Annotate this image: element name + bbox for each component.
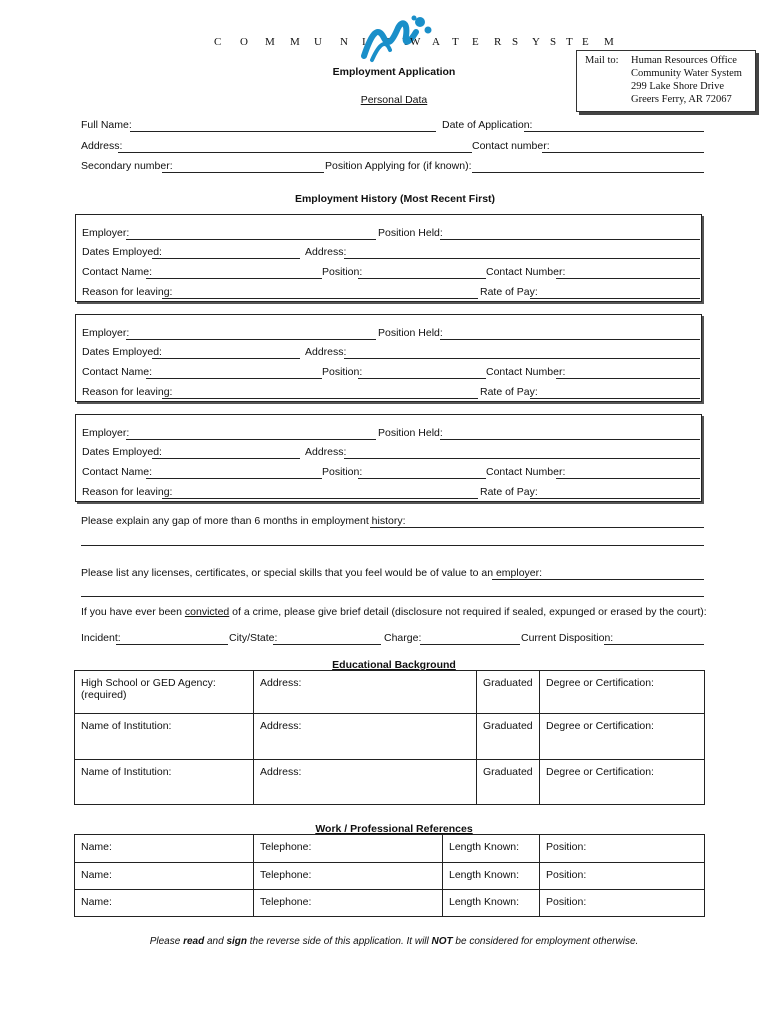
mail-to-label: Mail to: xyxy=(585,55,619,66)
footer-note xyxy=(94,936,694,947)
contact-position-field[interactable] xyxy=(358,278,486,279)
personal-data-heading: Personal Data xyxy=(360,94,428,106)
header-letter: M xyxy=(265,36,276,48)
header-letter: T xyxy=(566,36,574,48)
employer-field[interactable] xyxy=(126,339,376,340)
education-table xyxy=(74,670,705,805)
graduated-cell[interactable]: Graduated xyxy=(477,671,540,714)
header-letter: S xyxy=(550,36,558,48)
header-letter: C xyxy=(214,36,223,48)
footer-emphasis: read xyxy=(183,936,205,947)
current-disposition-field[interactable] xyxy=(604,644,704,645)
contact-position-label: Position: xyxy=(322,466,363,478)
reference-telephone-cell[interactable]: Telephone: xyxy=(254,835,443,863)
contact-name-field[interactable] xyxy=(146,478,322,479)
city-state-label: City/State: xyxy=(229,632,278,644)
header-letter: I xyxy=(362,36,367,48)
header-letter: R xyxy=(494,36,503,48)
dates-employed-label: Dates Employed: xyxy=(82,446,162,458)
mail-line: Community Water System xyxy=(631,68,742,79)
contact-number-label: Contact number: xyxy=(472,140,550,152)
employer-address-label: Address: xyxy=(305,246,347,258)
rate-of-pay-label: Rate of Pay: xyxy=(480,286,538,298)
reference-name-cell[interactable]: Name: xyxy=(75,890,254,917)
conviction-text: of a crime, please give brief detail (disclosure not required if sealed, expunged or erased by the court): xyxy=(229,606,707,618)
reason-leaving-label: Reason for leaving: xyxy=(82,386,173,398)
secondary-number-label: Secondary number: xyxy=(81,160,173,172)
employment-block xyxy=(75,314,702,402)
table-row xyxy=(75,863,705,890)
header-letter: M xyxy=(604,36,615,48)
employer-field[interactable] xyxy=(126,439,376,440)
table-row xyxy=(75,835,705,863)
reference-name-cell[interactable]: Name: xyxy=(75,835,254,863)
employer-label: Employer: xyxy=(82,427,130,439)
page-title: Employment Application xyxy=(332,66,456,78)
references-heading: Work / Professional References xyxy=(315,823,473,835)
secondary-number-field[interactable] xyxy=(162,172,324,173)
position-applying-field[interactable] xyxy=(472,172,704,173)
employment-block xyxy=(75,414,702,502)
mail-line: 299 Lake Shore Drive xyxy=(631,81,725,92)
rate-of-pay-field[interactable] xyxy=(530,498,700,499)
contact-number-label: Contact Number: xyxy=(486,366,566,378)
employer-address-field[interactable] xyxy=(344,258,700,259)
date-of-application-field[interactable] xyxy=(524,131,704,132)
contact-position-field[interactable] xyxy=(358,478,486,479)
contact-number-label: Contact Number: xyxy=(486,266,566,278)
employment-gap-label: Please explain any gap of more than 6 months in employment history: xyxy=(81,515,406,527)
employer-address-label: Address: xyxy=(305,446,347,458)
reason-leaving-label: Reason for leaving: xyxy=(82,286,173,298)
mail-to-box xyxy=(576,50,756,112)
contact-position-label: Position: xyxy=(322,366,363,378)
table-row xyxy=(75,890,705,917)
header-letter: W xyxy=(410,36,422,48)
position-held-field[interactable] xyxy=(440,339,700,340)
position-held-field[interactable] xyxy=(440,439,700,440)
education-heading: Educational Background xyxy=(332,659,456,671)
header-letter: N xyxy=(340,36,349,48)
footer-text: be considered for employment otherwise. xyxy=(452,936,639,947)
institution-cell[interactable]: Name of Institution: xyxy=(75,760,254,805)
contact-number-label: Contact Number: xyxy=(486,466,566,478)
address-cell[interactable]: Address: xyxy=(254,760,477,805)
contact-name-label: Contact Name: xyxy=(82,266,153,278)
reason-leaving-label: Reason for leaving: xyxy=(82,486,173,498)
reference-position-cell[interactable]: Position: xyxy=(540,863,705,890)
dates-employed-label: Dates Employed: xyxy=(82,246,162,258)
reference-position-cell[interactable]: Position: xyxy=(540,890,705,917)
contact-name-field[interactable] xyxy=(146,378,322,379)
reference-length-cell[interactable]: Length Known: xyxy=(443,890,540,917)
reason-leaving-field[interactable] xyxy=(162,398,478,399)
table-row xyxy=(75,671,705,714)
rate-of-pay-label: Rate of Pay: xyxy=(480,386,538,398)
conviction-question xyxy=(81,606,707,618)
reference-telephone-cell[interactable]: Telephone: xyxy=(254,863,443,890)
reference-position-cell[interactable]: Position: xyxy=(540,835,705,863)
address-field[interactable] xyxy=(118,152,472,153)
contact-name-label: Contact Name: xyxy=(82,466,153,478)
footer-emphasis: sign xyxy=(226,936,247,947)
footer-text: the reverse side of this application. It will xyxy=(247,936,432,947)
mail-line: Human Resources Office xyxy=(631,55,737,66)
contact-position-label: Position: xyxy=(322,266,363,278)
header-letter: T xyxy=(452,36,460,48)
address-cell[interactable]: Address: xyxy=(254,671,477,714)
table-row xyxy=(75,714,705,760)
full-name-label: Full Name: xyxy=(81,119,132,131)
charge-field[interactable] xyxy=(420,644,520,645)
employment-block xyxy=(75,214,702,302)
position-held-label: Position Held: xyxy=(378,327,443,339)
employer-address-field[interactable] xyxy=(344,458,700,459)
employment-history-heading: Employment History (Most Recent First) xyxy=(294,193,496,205)
institution-cell[interactable]: Name of Institution: xyxy=(75,714,254,760)
position-applying-label: Position Applying for (if known): xyxy=(325,160,472,172)
header-letter: O xyxy=(240,36,249,48)
position-held-label: Position Held: xyxy=(378,227,443,239)
header-letter: E xyxy=(582,36,590,48)
date-of-application-label: Date of Application: xyxy=(442,119,533,131)
header-letter: M xyxy=(290,36,301,48)
contact-name-field[interactable] xyxy=(146,278,322,279)
footer-emphasis: NOT xyxy=(431,936,453,947)
rate-of-pay-field[interactable] xyxy=(530,298,700,299)
contact-number-field[interactable] xyxy=(542,152,704,153)
reference-name-cell[interactable]: Name: xyxy=(75,863,254,890)
employer-label: Employer: xyxy=(82,227,130,239)
reference-length-cell[interactable]: Length Known: xyxy=(443,863,540,890)
employer-contact-number-field[interactable] xyxy=(556,478,700,479)
header-letter: T xyxy=(383,36,391,48)
rate-of-pay-field[interactable] xyxy=(530,398,700,399)
footer-text: and xyxy=(204,936,227,947)
position-held-label: Position Held: xyxy=(378,427,443,439)
degree-cell[interactable]: Degree or Certification: xyxy=(540,671,705,714)
reason-leaving-field[interactable] xyxy=(162,498,478,499)
address-cell[interactable]: Address: xyxy=(254,714,477,760)
city-state-field[interactable] xyxy=(273,644,381,645)
incident-label: Incident: xyxy=(81,632,121,644)
employment-gap-field-line2[interactable] xyxy=(81,545,704,546)
address-label: Address: xyxy=(81,140,123,152)
table-row xyxy=(75,760,705,805)
header-letter: Y xyxy=(532,36,541,48)
header-letter: S xyxy=(512,36,520,48)
current-disposition-label: Current Disposition: xyxy=(521,632,614,644)
water-drop-logo-icon xyxy=(358,12,442,64)
full-name-field[interactable] xyxy=(130,131,436,132)
employer-field[interactable] xyxy=(126,239,376,240)
degree-cell[interactable]: Degree or Certification: xyxy=(540,714,705,760)
degree-cell[interactable]: Degree or Certification: xyxy=(540,760,705,805)
position-held-field[interactable] xyxy=(440,239,700,240)
dates-employed-field[interactable] xyxy=(152,258,300,259)
dates-employed-label: Dates Employed: xyxy=(82,346,162,358)
employer-contact-number-field[interactable] xyxy=(556,378,700,379)
licenses-field-line2[interactable] xyxy=(81,596,704,597)
conviction-text: If you have ever been xyxy=(81,606,185,618)
incident-field[interactable] xyxy=(116,644,228,645)
employer-contact-number-field[interactable] xyxy=(556,278,700,279)
dates-employed-field[interactable] xyxy=(152,458,300,459)
reason-leaving-field[interactable] xyxy=(162,298,478,299)
header-letter: A xyxy=(432,36,441,48)
graduated-cell[interactable]: Graduated xyxy=(477,714,540,760)
header-letter: E xyxy=(472,36,480,48)
references-table xyxy=(74,834,705,917)
employer-address-field[interactable] xyxy=(344,358,700,359)
conviction-word: convicted xyxy=(184,606,230,618)
employment-gap-field[interactable] xyxy=(370,527,704,528)
employer-label: Employer: xyxy=(82,327,130,339)
licenses-field[interactable] xyxy=(492,579,704,580)
graduated-cell[interactable]: Graduated xyxy=(477,760,540,805)
dates-employed-field[interactable] xyxy=(152,358,300,359)
reference-telephone-cell[interactable]: Telephone: xyxy=(254,890,443,917)
contact-position-field[interactable] xyxy=(358,378,486,379)
header-letter: U xyxy=(314,36,323,48)
licenses-label: Please list any licenses, certificates, or special skills that you feel would be of value to an employer: xyxy=(81,567,543,579)
institution-cell[interactable]: High School or GED Agency: (required) xyxy=(75,671,254,714)
contact-name-label: Contact Name: xyxy=(82,366,153,378)
header-letter: Y xyxy=(402,36,411,48)
mail-line: Greers Ferry, AR 72067 xyxy=(631,94,732,105)
employer-address-label: Address: xyxy=(305,346,347,358)
reference-length-cell[interactable]: Length Known: xyxy=(443,835,540,863)
charge-label: Charge: xyxy=(384,632,422,644)
rate-of-pay-label: Rate of Pay: xyxy=(480,486,538,498)
footer-text: Please xyxy=(149,936,184,947)
